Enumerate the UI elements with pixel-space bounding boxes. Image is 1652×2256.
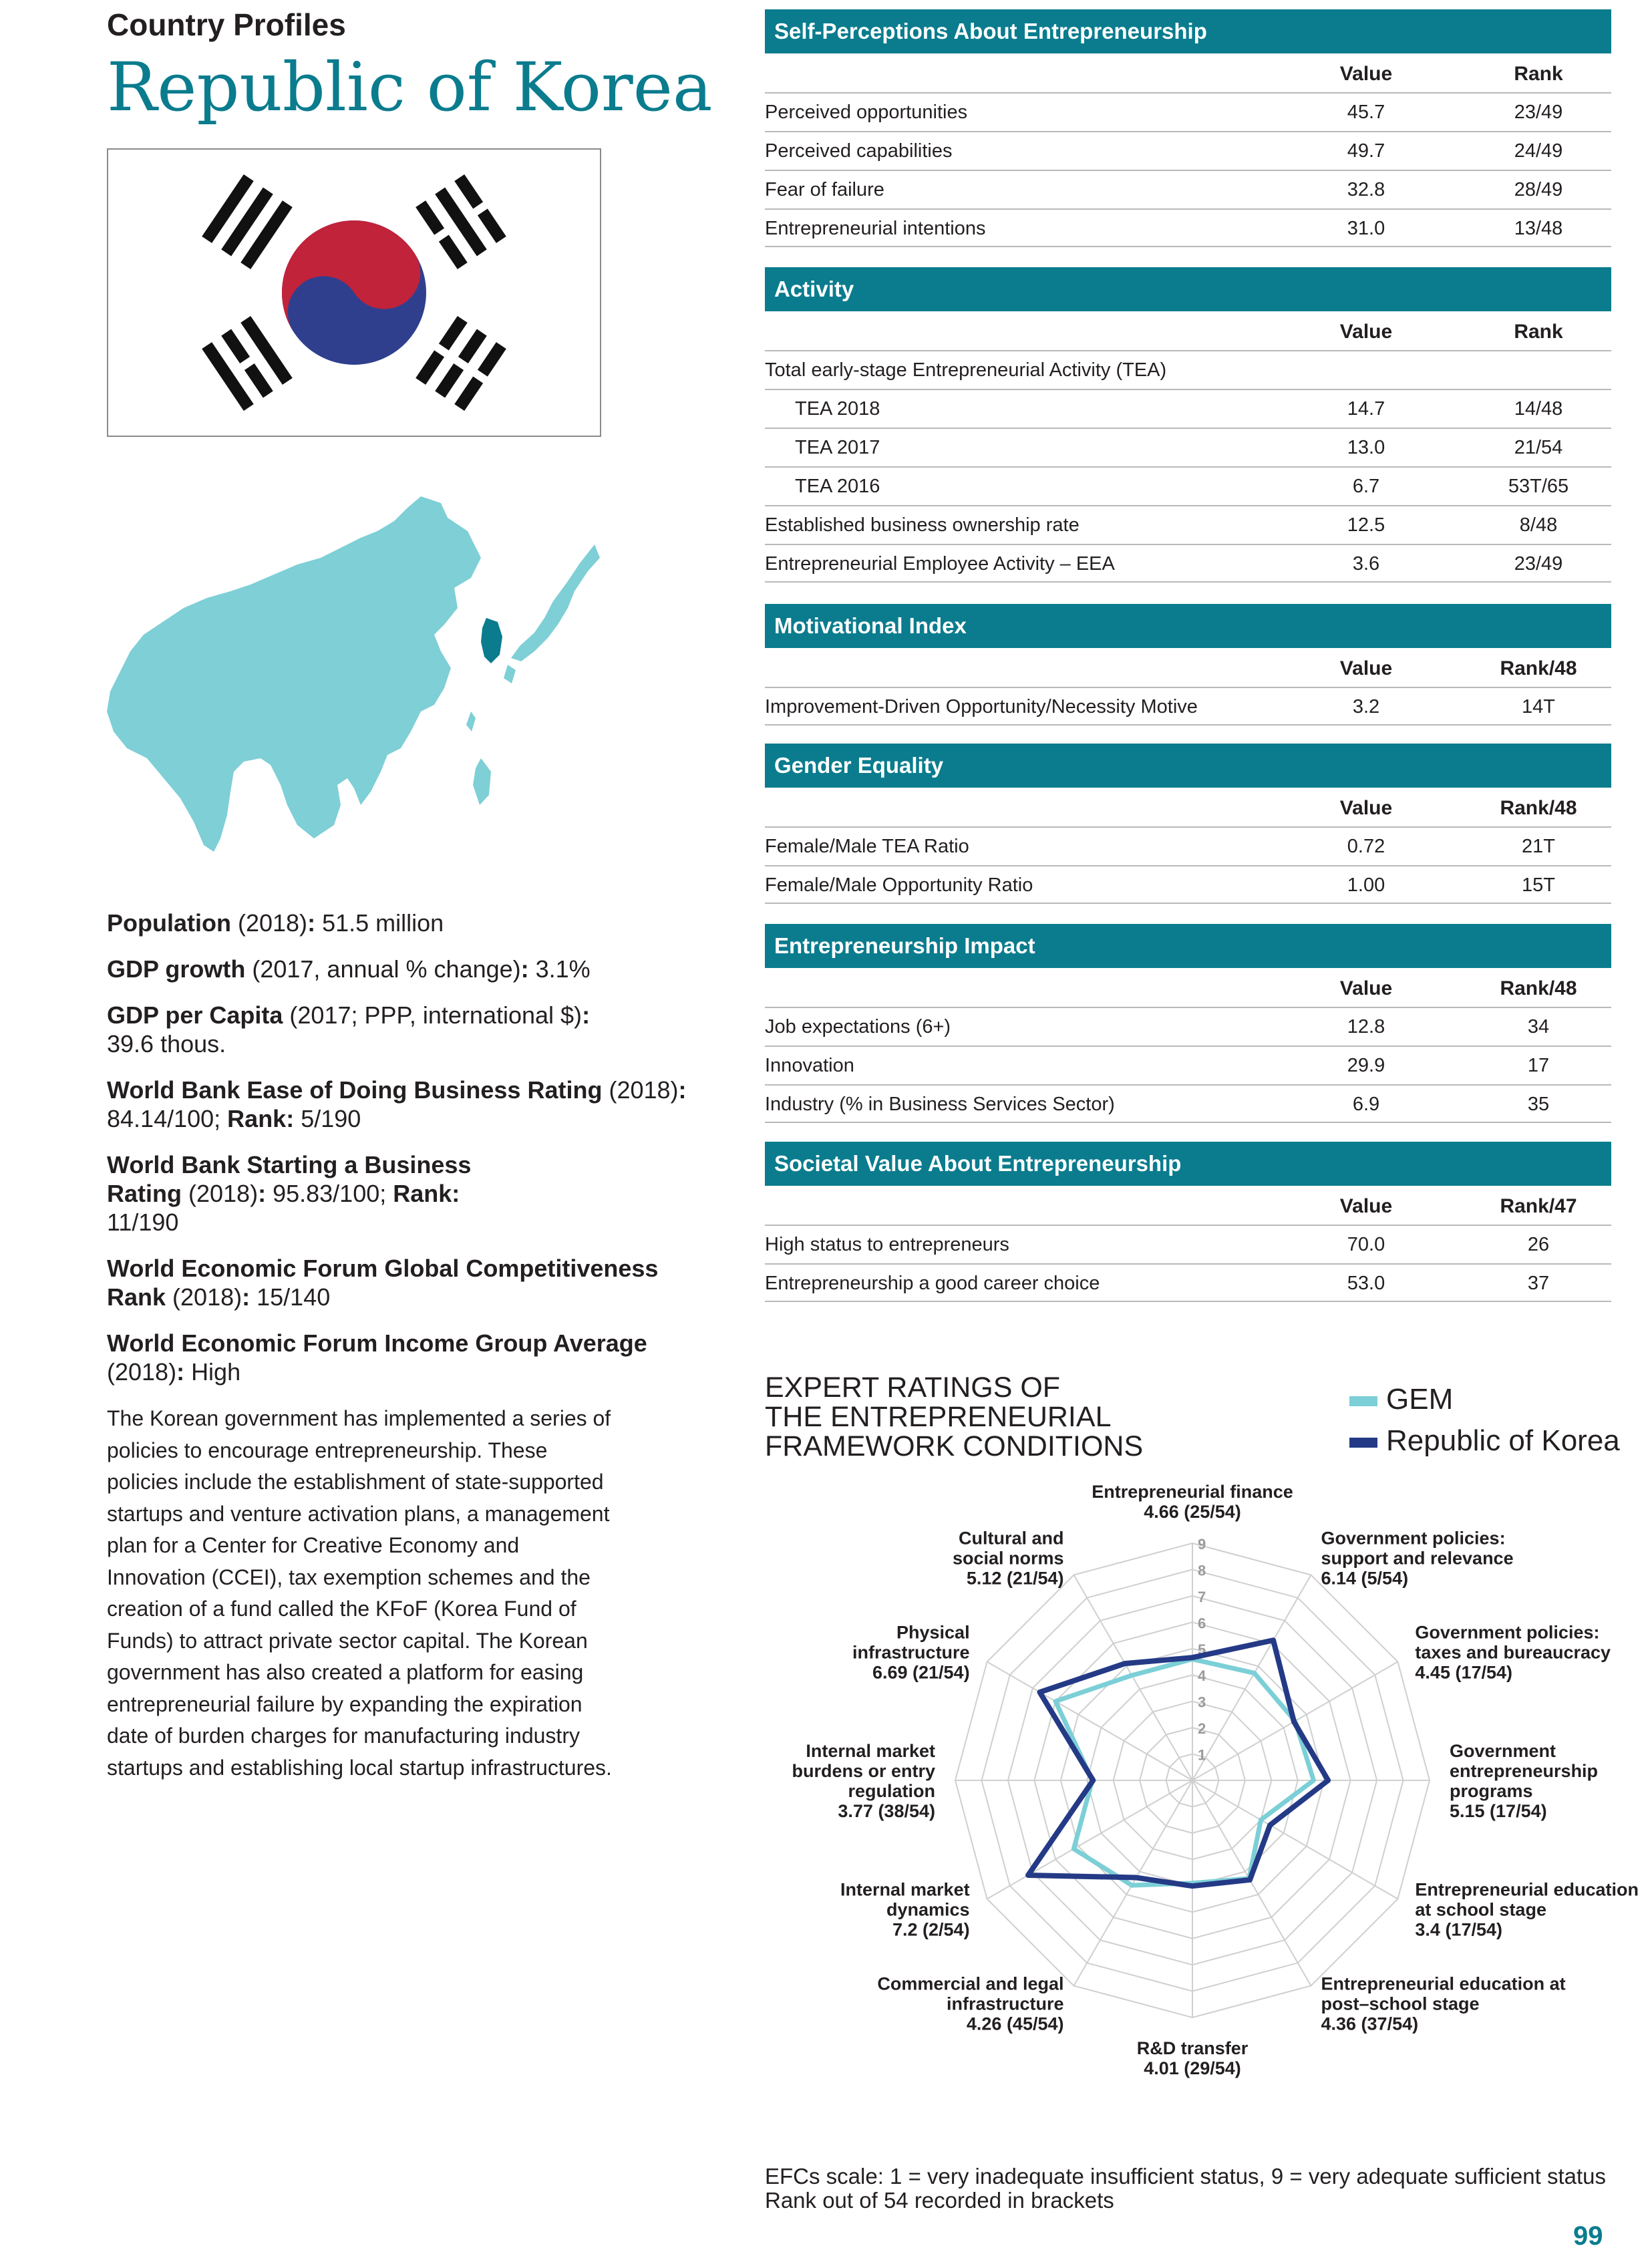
row-value: 32.8 [1347,179,1385,200]
fact-competitiveness: World Economic Forum Global Competitiveness Rank (2018): 15/140 [107,1255,659,1311]
row-value: 0.72 [1347,836,1385,857]
table-self-perceptions [765,9,1611,247]
axis-label: Cultural and social norms 5.12 (21/54) [952,1528,1064,1589]
axis-label: Internal market dynamics 7.2 (2/54) [840,1879,970,1940]
row-rank: 17 [1527,1055,1550,1076]
row-rank: 26 [1527,1234,1550,1255]
axis-label: Government policies: support and relevance 6.14 (5/54) [1321,1528,1514,1589]
grid-spoke [1192,1575,1311,1780]
table-title: Gender Equality [765,744,1611,788]
axis-label: Government entrepreneurship programs 5.15 (17/54) [1450,1741,1599,1821]
table-title: Activity [765,267,1611,311]
fact-gdp-growth: GDP growth (2017, annual % change): 3.1% [107,955,591,983]
chart-footnote: EFCs scale: 1 = very inadequate insufficient status, 9 = very adequate sufficient status Rank out of 54 recorded in brackets [765,2164,1606,2213]
row-value: 53.0 [1347,1273,1385,1294]
table-row [765,687,1611,726]
axis-label: Internal market burdens or entry regulation 3.77 (38/54) [792,1741,935,1821]
row-label: Fear of failure [765,179,884,200]
country-title: Republic of Korea [107,48,713,126]
row-label: Entrepreneurship a good career choice [765,1273,1100,1294]
table-row [765,826,1611,865]
table-entrepreneurship-impact [765,924,1611,1123]
row-value: 70.0 [1347,1234,1385,1255]
row-rank: 35 [1527,1094,1550,1115]
row-rank: 28/49 [1514,179,1563,200]
table-societal-value [765,1142,1611,1302]
row-value: 6.9 [1352,1094,1380,1115]
row-value: 29.9 [1347,1055,1385,1076]
fact-ease-of-business: World Bank Ease of Doing Business Rating (2018): 84.14/100; Rank: 5/190 [107,1076,687,1132]
row-value: 6.7 [1352,476,1380,497]
row-label: Industry (% in Business Services Sector) [765,1094,1115,1115]
row-label: TEA 2018 [795,398,880,420]
table-column-header: Value Rank/48 [1339,657,1577,679]
row-value: 49.7 [1347,140,1385,162]
row-label: Entrepreneurial Employee Activity – EEA [765,553,1115,575]
table-row [765,544,1611,583]
row-label: Improvement-Driven Opportunity/Necessity Motive [765,696,1198,717]
tick-label: 5 [1198,1641,1206,1658]
row-value: 1.00 [1347,874,1385,896]
row-rank: 15T [1522,874,1555,896]
table-gender-equality [765,744,1611,904]
row-rank: 8/48 [1519,514,1558,536]
fact-gdp-per-capita: GDP per Capita (2017; PPP, international $): 39.6 thous. [107,1001,591,1058]
table-activity [765,267,1611,583]
table-row [765,208,1611,247]
axis-label: Commercial and legal infrastructure 4.26 (45/54) [877,1973,1064,2034]
expert-ratings-title: EXPERT RATINGS OF THE ENTREPRENEURIAL FRAMEWORK CONDITIONS [765,1372,1144,1462]
table-column-header: Value Rank/48 [1339,797,1577,819]
row-value: 12.5 [1347,514,1385,536]
row-label: Female/Male TEA Ratio [765,836,969,857]
row-value: 13.0 [1347,437,1385,458]
row-rank: 23/49 [1514,553,1563,575]
row-rank: 24/49 [1514,140,1563,162]
tick-label: 7 [1198,1588,1206,1605]
table-title: Self-Perceptions About Entrepreneurship [765,9,1611,53]
row-value: 12.8 [1347,1016,1385,1037]
table-row [765,1007,1611,1045]
axis-label: R&D transfer 4.01 (29/54) [1136,2038,1249,2078]
axis-label: Physical infrastructure 6.69 (21/54) [852,1622,970,1683]
page-number: 99 [1573,2221,1603,2251]
table-row [765,92,1611,131]
table-row [765,170,1611,208]
row-value: 31.0 [1347,218,1385,239]
table-column-header: Value Rank [1339,321,1563,343]
row-label: Perceived opportunities [765,102,968,123]
tick-label: 3 [1198,1694,1206,1711]
table-row [765,1084,1611,1123]
section-label: Country Profiles [107,7,346,42]
row-label: TEA 2016 [795,476,880,497]
fact-starting-business: World Bank Starting a Business Rating (2018): 95.83/100; Rank: 11/190 [107,1151,472,1236]
korea-highlight [481,618,502,663]
row-rank: 14T [1522,696,1555,717]
table-column-header: Value Rank/48 [1339,977,1577,999]
table-row [765,1225,1611,1263]
table-row [765,1263,1611,1302]
grid-spoke [987,1662,1192,1781]
row-rank: 34 [1527,1016,1550,1037]
table-row [765,505,1611,544]
table-row [765,1045,1611,1084]
tick-label: 1 [1198,1746,1206,1764]
axis-label: Entrepreneurial education at school stage 3.4 (17/54) [1415,1879,1639,1940]
table-row [765,350,1611,389]
axis-label: Entrepreneurial education at post–school stage 4.36 (37/54) [1321,1973,1566,2034]
fact-population: Population (2018): 51.5 million [107,909,444,937]
country-facts [107,909,708,1404]
tick-label: 9 [1198,1536,1206,1553]
table-title: Motivational Index [765,604,1611,648]
row-rank: 13/48 [1514,218,1563,239]
tick-label: 6 [1198,1615,1206,1632]
series-gem-line [1055,1659,1313,1886]
row-label: Female/Male Opportunity Ratio [765,874,1033,896]
table-row [765,389,1611,428]
tick-label: 4 [1198,1667,1206,1685]
east-asia-map-icon [107,491,601,865]
radar-chart [748,1476,1652,2111]
table-column-header: Value Rank/47 [1339,1195,1577,1217]
row-rank: 53T/65 [1508,476,1569,497]
row-value: 3.2 [1352,696,1380,717]
table-title: Entrepreneurship Impact [765,924,1611,968]
row-value: 45.7 [1347,102,1385,123]
row-rank: 23/49 [1514,102,1563,123]
tick-label: 8 [1198,1562,1206,1579]
axis-label: Government policies: taxes and bureaucracy 4.45 (17/54) [1415,1622,1611,1683]
korea-flag-icon [107,148,601,437]
row-label: Innovation [765,1055,854,1076]
table-row [765,865,1611,904]
row-label: Job expectations (6+) [765,1016,951,1037]
row-value: 14.7 [1347,398,1385,420]
row-label: TEA 2017 [795,437,880,458]
row-label: Total early-stage Entrepreneurial Activity (TEA) [765,359,1167,381]
row-rank: 21/54 [1514,437,1563,458]
row-label: High status to entrepreneurs [765,1234,1009,1255]
grid-spoke [1074,1575,1193,1780]
narrative-paragraph: The Korean government has implemented a series of policies to encourage entrepreneurship. These policies include the establishment of state-supported startups and venture activation plans, a management plan for a Center for Creative Economy and Innovation (CCEI), tax exemption schemes and the creation of a fund called the KFoF (Korea Fund of Funds) to attract private sector capital. The Korean government has also created a platform for easing entrepreneurial failure by expanding the expiration date of burden charges for manufacturing industry startups and establishing local startup infrastructures. [107,1406,612,1780]
row-label: Established business ownership rate [765,514,1080,536]
row-rank: 21T [1522,836,1555,857]
table-row [765,131,1611,170]
axis-label: Entrepreneurial finance 4.66 (25/54) [1092,1482,1293,1522]
table-row [765,466,1611,505]
fact-income-group: World Economic Forum Income Group Average (2018): High [107,1329,647,1386]
table-row [765,428,1611,466]
table-column-header: Value Rank [1339,63,1563,85]
table-title: Societal Value About Entrepreneurship [765,1142,1611,1186]
table-motivational-index [765,604,1611,726]
tick-label: 2 [1198,1720,1206,1738]
row-value: 3.6 [1352,553,1380,575]
row-label: Entrepreneurial intentions [765,218,986,239]
row-rank: 14/48 [1514,398,1563,420]
row-rank: 37 [1527,1273,1550,1294]
row-label: Perceived capabilities [765,140,953,162]
